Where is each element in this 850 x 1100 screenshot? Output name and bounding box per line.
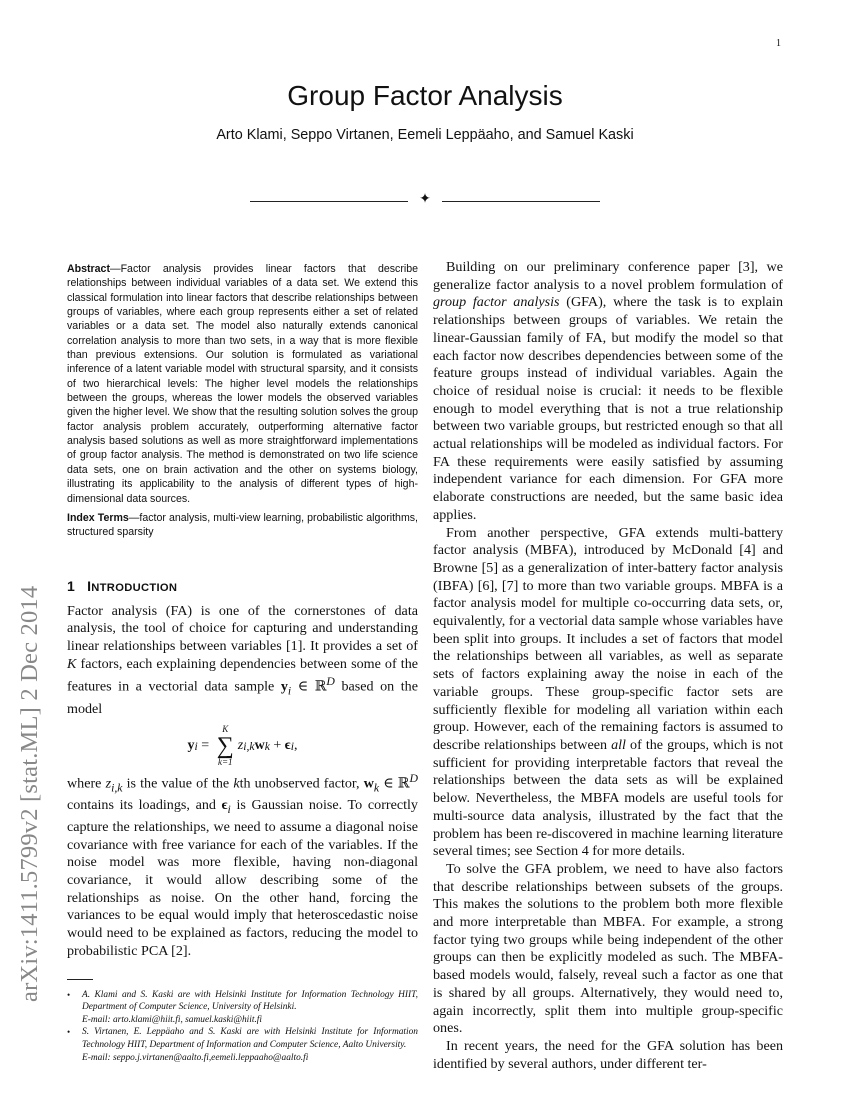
right-paragraph-1: [433, 259, 783, 525]
eq-lhs: y: [187, 738, 195, 754]
right-p1-emphasis: group factor analysis: [433, 294, 560, 311]
bullet-icon: •: [67, 989, 71, 1000]
eq-equals: =: [197, 738, 213, 754]
bullet-icon: •: [67, 1027, 71, 1038]
footnote-text: A. Klami and S. Kaski are with Helsinki Institute for Information Technology HIIT, Department of Computer Science, University of Helsinki.: [82, 989, 418, 1013]
index-terms: [67, 511, 418, 540]
math-eps-sub: i: [227, 803, 231, 817]
section-number: 1: [67, 577, 76, 594]
paper-title: Group Factor Analysis: [287, 80, 563, 111]
intro-p2-text-b: is the value of the: [122, 775, 234, 792]
arxiv-stamp: arXiv:1411.5799v2 [stat.ML] 2 Dec 2014: [16, 585, 43, 1002]
right-p2-emphasis: all: [611, 736, 626, 753]
abstract-text: —Factor analysis provides linear factors that describe relationships between individual variables of a data set. We extend this classical formulation into linear factors that describe relationships between groups of variables, where each group represents either a set of related variables or a data set. The model also naturally extends canonical correlation analysis to more than two sets, in a way that is more flexible than previous extensions. Our solution is formulated as variational inference of a latent variable model with structural sparsity, and it consists of two hierarchical levels: The higher level models the relationships between the groups, whereas the lower models the observed variables given the higher level. We show that the resulting solution solves the group factor analysis problem accurately, outperforming alternative factor analysis based solutions as well as more straightforward implementations of group factor analysis. The method is demonstrated on two life science data sets, one on brain activation and the other on systems biology, illustrating its applicability to the analysis of different types of high-dimensional data sources.: [67, 263, 418, 505]
math-k: k: [233, 775, 240, 792]
math-eps: ϵ: [221, 797, 228, 814]
eq-lhs-sub: i: [194, 739, 198, 753]
footnote-item: [67, 1026, 418, 1064]
intro-paragraph-1: [67, 603, 418, 719]
separator-rule-right: [442, 201, 600, 202]
eq-eps: ϵ: [284, 738, 291, 754]
math-w-sub: k: [373, 781, 380, 795]
sum-upper-limit: K: [222, 724, 229, 735]
separator-ornament-icon: ✦: [419, 192, 431, 207]
right-p2-text-b: of the groups, which is not sufficient for providing interpretable factors that reveal the relationships between the data sets as will be explained below. Nevertheless, the MBFA models are useful tools for multi-source data analysis, illustrated by the fact that the problem has been re-discovered in machine learning literature several times; see Section 4 for more details.: [433, 736, 783, 860]
intro-p1-text-b: factors, each explaining dependencies between some of the features in a vectorial data sample: [67, 655, 418, 696]
model-equation: [67, 724, 418, 768]
section-heading: [67, 577, 418, 597]
abstract: [67, 262, 418, 506]
section-title-rest: NTRODUCTION: [91, 581, 178, 594]
sum-operator: [217, 725, 234, 767]
left-column: [67, 262, 418, 1074]
intro-p1-text-c: based on the model: [67, 679, 418, 717]
math-in-R-2: ∈ ℝ: [379, 775, 410, 792]
index-terms-text: —factor analysis, multi-view learning, probabilistic algorithms, structured sparsity: [67, 511, 419, 539]
page-number: 1: [776, 38, 781, 49]
math-i: i: [287, 684, 292, 698]
eq-term: z: [237, 738, 244, 754]
math-K: K: [67, 655, 77, 672]
abstract-label: Abstract: [67, 263, 110, 275]
index-terms-label: Index Terms: [67, 511, 129, 524]
intro-p2-text-d: contains its loadings, and: [67, 797, 222, 814]
eq-tail: ,: [293, 738, 298, 754]
math-D-2: D: [409, 772, 418, 786]
eq-plus: +: [269, 738, 285, 754]
footnote-email: E-mail: seppo.j.virtanen@aalto.fi,eemeli.leppaaho@aalto.fi: [82, 1052, 309, 1063]
right-p1-text-b: (GFA), where the task is to explain relationships between groups of variables. We retain the linear-Gaussian family of FA, but modify the model so that each factor now describes dependencies between some of the feature groups instead of individual variables. Again the choice of residual noise is crucial: it needs to be flexible enough to model everything that is not a true relationship between two variable groups, but restricted enough so that all actual relationships will be modeled as individual factors. For FA these requirements were easily satisfied by assuming independent variance for each dimension. For GFA more elaborate constructions are needed, but the same basic idea applies.: [433, 294, 784, 523]
right-paragraph-4: In recent years, the need for the GFA solution has been identified by several authors, under different ter-: [433, 1037, 783, 1072]
math-D: D: [326, 675, 335, 689]
eq-eps-sub: i: [290, 739, 294, 753]
affiliation-footnotes: [67, 989, 418, 1065]
intro-p1-text-a: Factor analysis (FA) is one of the cornerstones of data analysis, the tool of choice for capturing and understanding linear relationships between variables [1]. It provides a set of: [67, 602, 418, 654]
sum-lower-limit: k=1: [217, 757, 233, 768]
footnote-email: E-mail: arto.klami@hiit.fi, samuel.kaski@hiit.fi: [82, 1014, 262, 1025]
intro-p2-text-c: th unobserved factor,: [239, 775, 364, 792]
math-in-R: ∈ ℝ: [291, 679, 327, 696]
sigma-icon: ∑: [216, 733, 234, 760]
title-separator: [250, 194, 600, 208]
footnote-rule: [67, 979, 93, 980]
intro-p2-text-a: where: [67, 775, 106, 792]
eq-w: w: [254, 738, 265, 754]
math-z: z: [105, 775, 112, 792]
author-list: Arto Klami, Seppo Virtanen, Eemeli Leppäaho, and Samuel Kaski: [216, 127, 634, 143]
eq-w-sub: k: [264, 739, 270, 753]
right-paragraph-3: To solve the GFA problem, we need to have also factors that describe relationships between subsets of the groups. This makes the solutions to the problem both more flexible and more interpretable than MBFA. For example, a strong factor tying two groups while being independent of the other groups can then be explicitly modeled as such. The MBFA-based models would, falsely, reveal such a factor as one that is shared by all groups. Alternatively, they would need to, again incorrectly, split them into multiple group-specific ones.: [433, 860, 783, 1037]
intro-p2-text-e: is Gaussian noise. To correctly capture the relationships, we need to assume a diagonal noise covariance with free variance for each of the variables. If the noise model was more flexible, having non-diagonal covariance, it would allow describing some of the relationships as noise. On the other hand, forcing the variances to be equal would imply that heteroscedastic noise would need to be explained as factors, reducing the model to probabilistic PCA [2].: [67, 797, 418, 959]
math-y: y: [280, 679, 288, 696]
math-ik: i,k: [111, 781, 123, 795]
section-title-initial: I: [87, 577, 92, 594]
footnote-text: S. Virtanen, E. Leppäaho and S. Kaski are with Helsinki Institute for Information Technology HIIT, Department of Information and Computer Science, Aalto University.: [82, 1027, 418, 1050]
eq-term-sub: i,k: [243, 739, 255, 753]
intro-paragraph-2: [67, 770, 418, 960]
footnote-item: [67, 989, 418, 1027]
math-w: w: [363, 775, 374, 792]
right-paragraph-2: [433, 525, 783, 861]
right-p2-text-a: From another perspective, GFA extends multi-battery factor analysis (MBFA), introduced by McDonald [4] and Browne [5] as a generalization of inter-battery factor analysis (IBFA) [6], [7] to more than two variable groups. MBFA is a factor analysis model for multiple co-occurring data sets, or, equivalently, for a vectorial data sample whose variables have been split into groups. It includes a set of factors that model the relationships between all variables, as well as separate sets of factors explaining away the noise in each of the variable groups. These group-specific factor sets are sufficiently flexible for modeling all variation within each group. However, each of the remaining factors is assumed to describe relationships between: [433, 524, 783, 753]
right-column: [433, 259, 783, 1073]
right-p1-text-a: Building on our preliminary conference paper [3], we generalize factor analysis to a novel problem formulation of: [433, 259, 783, 293]
